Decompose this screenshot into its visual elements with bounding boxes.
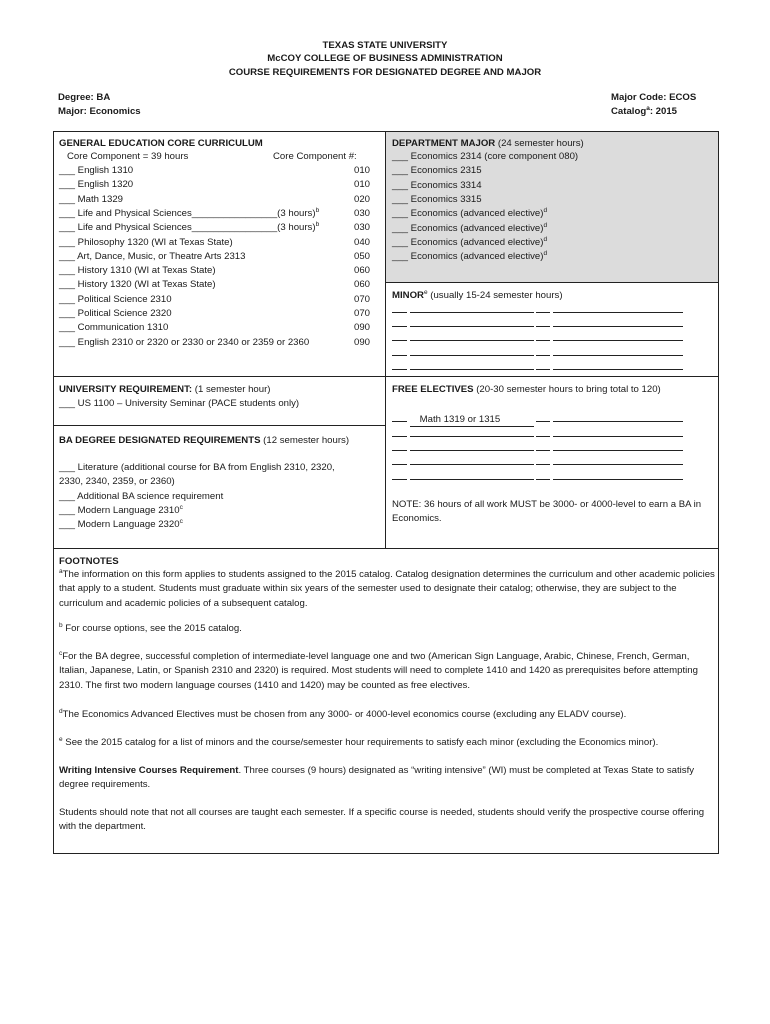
ba-req-row (59, 490, 223, 503)
dept-major-row (392, 164, 482, 177)
dept-major-heading (392, 137, 584, 150)
free-electives-title: FREE ELECTIVES (392, 384, 474, 395)
gen-ed-row-text: ___ Life and Physical Sciences________________(3 hours) (59, 222, 316, 234)
dept-major-row (392, 250, 547, 263)
writing-intensive-title: Writing Intensive Courses Requirement (59, 765, 239, 776)
gen-ed-row-text: ___ History 1310 (WI at Texas State) (59, 265, 216, 277)
dept-major-row-sup: d (543, 207, 548, 215)
dept-major-note: (24 semester hours) (495, 138, 584, 149)
footnote-e (59, 736, 719, 750)
footnote-a-sup: a (59, 568, 63, 575)
minor-heading (392, 289, 563, 302)
dept-major-row-sup: d (543, 221, 548, 229)
free-electives-note-text: NOTE: 36 hours of all work MUST be 3000- or 4000-level to earn a BA in Economics. (392, 499, 702, 524)
gen-ed-row-text: ___ Communication 1310 (59, 322, 169, 334)
core-component-code: 010 (354, 165, 371, 176)
footnote-b-sup: b (59, 622, 63, 629)
gen-ed-row (59, 307, 172, 320)
gen-ed-row-text: ___ Philosophy 1320 (WI at Texas State) (59, 236, 233, 248)
ba-req-row (59, 461, 335, 474)
university-req-note: (1 semester hour) (192, 384, 271, 395)
core-component-code: 050 (354, 250, 371, 262)
catalog-sup: a (646, 105, 650, 112)
ba-req-row (59, 518, 183, 531)
ba-req-heading (59, 434, 349, 447)
university-req-row: ___ US 1100 – University Seminar (PACE students only) (59, 398, 300, 409)
core-component-code: 030 (354, 207, 371, 219)
gen-ed-row (59, 178, 133, 191)
dept-major-row (392, 207, 547, 220)
gen-ed-core-header: Core Component #: (273, 151, 357, 162)
footnote-e-sup: e (59, 736, 63, 743)
ba-req-title: BA DEGREE DESIGNATED REQUIREMENTS (59, 435, 261, 446)
footnote-a (59, 568, 719, 611)
dept-major-row-text: ___ Economics 3314 (392, 179, 482, 191)
gen-ed-subtitle: Core Component = 39 hours (67, 151, 189, 162)
free-elective-row-1 (392, 412, 683, 427)
dept-major-row-text: ___ Economics 2315 (392, 165, 482, 177)
dept-major-row (392, 150, 578, 163)
free-elective-blank-row[interactable] (392, 470, 683, 484)
dept-major-row-text: ___ Economics (advanced elective) (392, 222, 544, 234)
header-university: TEXAS STATE UNIVERSITY (322, 40, 448, 51)
core-component-code: 010 (354, 179, 371, 191)
dept-major-row-text: ___ Economics (advanced elective) (392, 208, 544, 220)
minor-blank-row[interactable] (392, 303, 683, 317)
core-component-code: 060 (354, 265, 371, 277)
column-divider (385, 131, 386, 549)
degree-label: Degree: BA (58, 92, 111, 103)
ba-req-row-sup: c (179, 518, 183, 525)
gen-ed-title: GENERAL EDUCATION CORE CURRICULUM (59, 138, 263, 149)
gen-ed-row-text: ___ History 1320 (WI at Texas State) (59, 279, 216, 291)
dept-major-row (392, 236, 547, 249)
dept-major-row-sup: d (543, 235, 548, 243)
footnote-e-text: See the 2015 catalog for a list of minors and the course/semester hour requirements to satisfy each minor (excluding the Economics minor). (65, 737, 659, 748)
gen-ed-row (59, 321, 168, 334)
minor-sup: e (423, 289, 428, 296)
minor-title: MINOR (392, 290, 424, 301)
gen-ed-row (59, 221, 319, 234)
ba-req-row-text: ___ Literature (additional course for BA from English 2310, 2320, (59, 462, 335, 473)
dept-major-row (392, 222, 547, 235)
gen-ed-row (59, 236, 233, 249)
gen-ed-row (59, 193, 123, 206)
catalog-text: Catalog (611, 106, 647, 117)
dept-major-row (392, 193, 482, 206)
free-elective-first-entry: Math 1319 or 1315 (419, 414, 501, 425)
core-component-code: 020 (354, 193, 371, 205)
gen-ed-row (59, 293, 172, 306)
core-component-code: 070 (354, 308, 371, 319)
dept-minor-divider (386, 282, 719, 283)
gen-ed-row (59, 250, 245, 263)
minor-blank-row[interactable] (392, 346, 683, 360)
core-component-code: 040 (354, 236, 371, 248)
major-label: Major: Economics (58, 106, 141, 117)
row-divider-1 (53, 376, 719, 377)
writing-intensive-text: . Three courses (9 hours) designated as “writing intensive” (WI) must be completed at Texas State to satisfy degree requirements. (59, 765, 695, 791)
core-component-code: 090 (354, 322, 371, 334)
dept-major-row-text: ___ Economics 3315 (392, 193, 482, 205)
gen-ed-row-text: ___ Political Science 2320 (59, 308, 172, 319)
footnote-d-text: The Economics Advanced Electives must be chosen from any 3000- or 4000-level economics course (excluding any ELADV course). (62, 709, 627, 720)
ba-req-note: (12 semester hours) (260, 435, 350, 446)
major-code-label: Major Code: ECOS (611, 92, 697, 103)
dept-major-row-text: ___ Economics (advanced elective) (392, 236, 544, 248)
header-college: McCOY COLLEGE OF BUSINESS ADMINISTRATION (267, 53, 503, 64)
footnote-d (59, 708, 719, 722)
gen-ed-row-text: ___ Life and Physical Sciences________________(3 hours) (59, 207, 316, 219)
gen-ed-row (59, 207, 319, 220)
free-elective-blank-row[interactable] (392, 455, 683, 469)
footnote-c (59, 650, 719, 693)
footnote-b-text: For course options, see the 2015 catalog. (65, 623, 242, 634)
free-elective-blank-row[interactable] (392, 427, 683, 441)
dept-major-row-text: ___ Economics (advanced elective) (392, 251, 544, 263)
footnote-b (59, 622, 719, 636)
core-component-code: 090 (354, 336, 371, 348)
ba-req-row-sup: c (179, 504, 183, 511)
footnote-c-text: For the BA degree, successful completion of intermediate-level language one and two (American Sign Language, Arabic, Chinese, French, German, Italian, Japanese, Latin, or Spanish 2310 and 2320) is required. Most students will need to complete 1410 and 1420 as prerequisites before attempting 2310. The first two modern language courses (1410 and 1420) may be counted as free electives. (59, 651, 698, 691)
dept-major-row-text: ___ Economics 2314 (core component 080) (392, 151, 579, 162)
gen-ed-row-text: ___ English 1320 (59, 179, 134, 191)
gen-ed-row-sup: b (315, 221, 320, 229)
gen-ed-row-text: ___ English 2310 or 2320 or 2330 or 2340 or 2359 or 2360 (59, 336, 310, 348)
core-component-code: 060 (354, 279, 371, 291)
gen-ed-row (59, 336, 309, 349)
footnotes-title: FOOTNOTES (59, 556, 119, 567)
row-divider-2 (53, 548, 719, 549)
ba-req-row-text: ___ Modern Language 2310 (59, 505, 180, 516)
university-req-title: UNIVERSITY REQUIREMENT: (59, 384, 193, 395)
ba-req-row-text: ___ Modern Language 2320 (59, 519, 180, 530)
ba-req-row (59, 504, 183, 517)
dept-major-title: DEPARTMENT MAJOR (392, 138, 496, 149)
university-req-heading (59, 383, 270, 396)
ba-req-row-text: 2330, 2340, 2359, or 2360) (59, 476, 175, 487)
course-availability-note: Students should note that not all courses are taught each semester. If a specific course is needed, students should verify the prospective course offering with the department. (59, 807, 705, 833)
ba-req-row (59, 475, 175, 488)
catalog-label (611, 105, 677, 120)
dept-major-row (392, 179, 482, 192)
gen-ed-row-text: ___ Art, Dance, Music, or Theatre Arts 2313 (59, 250, 246, 262)
free-electives-note: (20-30 semester hours to bring total to 120) (473, 384, 661, 395)
gen-ed-row-text: ___ Math 1329 (59, 193, 124, 205)
ba-req-row-text: ___ Additional BA science requirement (59, 491, 224, 502)
gen-ed-row (59, 278, 216, 291)
footnote-a-text: The information on this form applies to students assigned to the 2015 catalog. Catalog designation determines the curriculum and other academic policies that apply to a student. Students must graduate within six years of the semester used to designate their catalog; otherwise, they are subject to the curriculum and academic policies of a subsequent catalog. (59, 569, 715, 609)
core-component-code: 030 (354, 222, 371, 234)
free-electives-heading (392, 383, 661, 396)
core-component-code: 070 (354, 293, 371, 305)
gen-ed-row-text: ___ Political Science 2310 (59, 293, 172, 305)
footnote-d-sup: d (59, 708, 63, 715)
catalog-value: : 2015 (649, 106, 678, 117)
minor-note: (usually 15-24 semester hours) (427, 290, 563, 301)
header-doc-title: COURSE REQUIREMENTS FOR DESIGNATED DEGREE AND MAJOR (228, 67, 542, 78)
minor-blank-row[interactable] (392, 317, 683, 331)
free-elective-blank-row[interactable] (392, 441, 683, 455)
footnote-c-sup: c (59, 650, 63, 657)
gen-ed-row-sup: b (315, 206, 320, 214)
gen-ed-row (59, 264, 216, 277)
gen-ed-row-text: ___ English 1310 (59, 165, 134, 176)
gen-ed-row (59, 164, 133, 177)
minor-blank-row[interactable] (392, 331, 683, 345)
univ-ba-divider (53, 425, 386, 426)
minor-blank-row[interactable] (392, 360, 683, 374)
writing-intensive-note (59, 764, 719, 793)
dept-major-row-sup: d (543, 250, 548, 258)
